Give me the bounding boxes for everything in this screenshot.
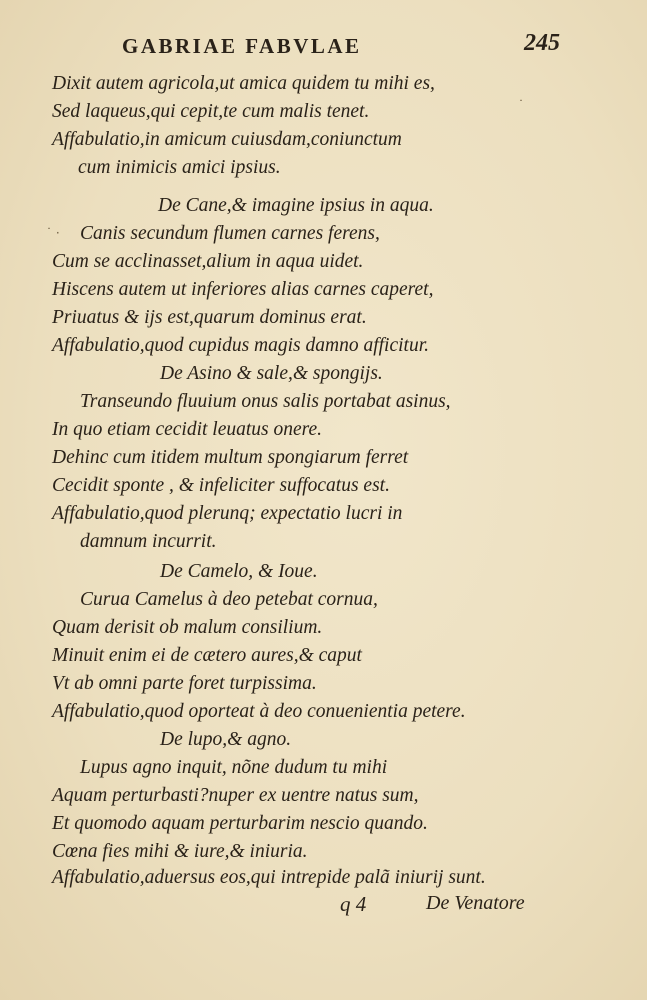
fable-heading: De lupo,& agno. — [160, 729, 292, 750]
text-line: In quo etiam cecidit leuatus onere. — [52, 419, 323, 440]
moral-line: Affabulatio,quod oporteat à deo conuenientia petere. — [52, 701, 466, 722]
text-line: Lupus agno inquit, nõne dudum tu mihi — [80, 757, 388, 778]
text-line: Canis secundum flumen carnes ferens, — [80, 223, 380, 244]
text-line: Vt ab omni parte foret turpissima. — [52, 673, 317, 694]
running-title: GABRIAE FABVLAE — [122, 34, 362, 58]
margin-mark: ˙ · — [46, 226, 60, 240]
fable-heading: De Cane,& imagine ipsius in aqua. — [158, 195, 434, 216]
text-line: Cecidit sponte , & infeliciter suffocatus est. — [52, 475, 390, 496]
margin-mark: ˙ — [518, 98, 524, 112]
catchword: De Venatore — [426, 892, 525, 914]
text-line: Priuatus & ijs est,quarum dominus erat. — [52, 307, 367, 328]
text-line: Et quomodo aquam perturbarim nescio quando. — [52, 813, 428, 834]
page-footer — [0, 892, 647, 920]
text-line: Hiscens autem ut inferiores alias carnes caperet, — [52, 279, 434, 300]
fable-heading: De Camelo, & Ioue. — [160, 561, 318, 582]
folio-number: 245 — [524, 30, 560, 56]
text-line: Cœna fies mihi & iure,& iniuria. — [52, 841, 308, 862]
moral-line: Affabulatio,in amicum cuiusdam,coniunctum — [52, 129, 402, 150]
moral-line: Affabulatio,aduersus eos,qui intrepide palã iniurij sunt. — [52, 867, 486, 888]
text-line: Dixit autem agricola,ut amica quidem tu mihi es, — [52, 73, 435, 94]
text-line: Dehinc cum itidem multum spongiarum ferret — [52, 447, 409, 468]
text-line: Quam derisit ob malum consilium. — [52, 617, 323, 638]
text-line: Cum se acclinasset,alium in aqua uidet. — [52, 251, 364, 272]
text-line: Aquam perturbasti?nuper ex uentre natus sum, — [52, 785, 419, 806]
text-line: Minuit enim ei de cætero aures,& caput — [52, 645, 362, 666]
text-line: Transeundo fluuium onus salis portabat asinus, — [80, 391, 451, 412]
moral-line: damnum incurrit. — [80, 531, 217, 552]
text-line: Sed laqueus,qui cepit,te cum malis tenet. — [52, 101, 370, 122]
moral-line: Affabulatio,quod cupidus magis damno afficitur. — [52, 335, 430, 356]
signature-mark: q 4 — [340, 892, 367, 916]
moral-line: cum inimicis amici ipsius. — [78, 157, 281, 178]
moral-line: Affabulatio,quod plerunq; expectatio lucri in — [52, 503, 403, 524]
text-line: Curua Camelus à deo petebat cornua, — [80, 589, 378, 610]
fable-heading: De Asino & sale,& spongijs. — [160, 363, 383, 384]
